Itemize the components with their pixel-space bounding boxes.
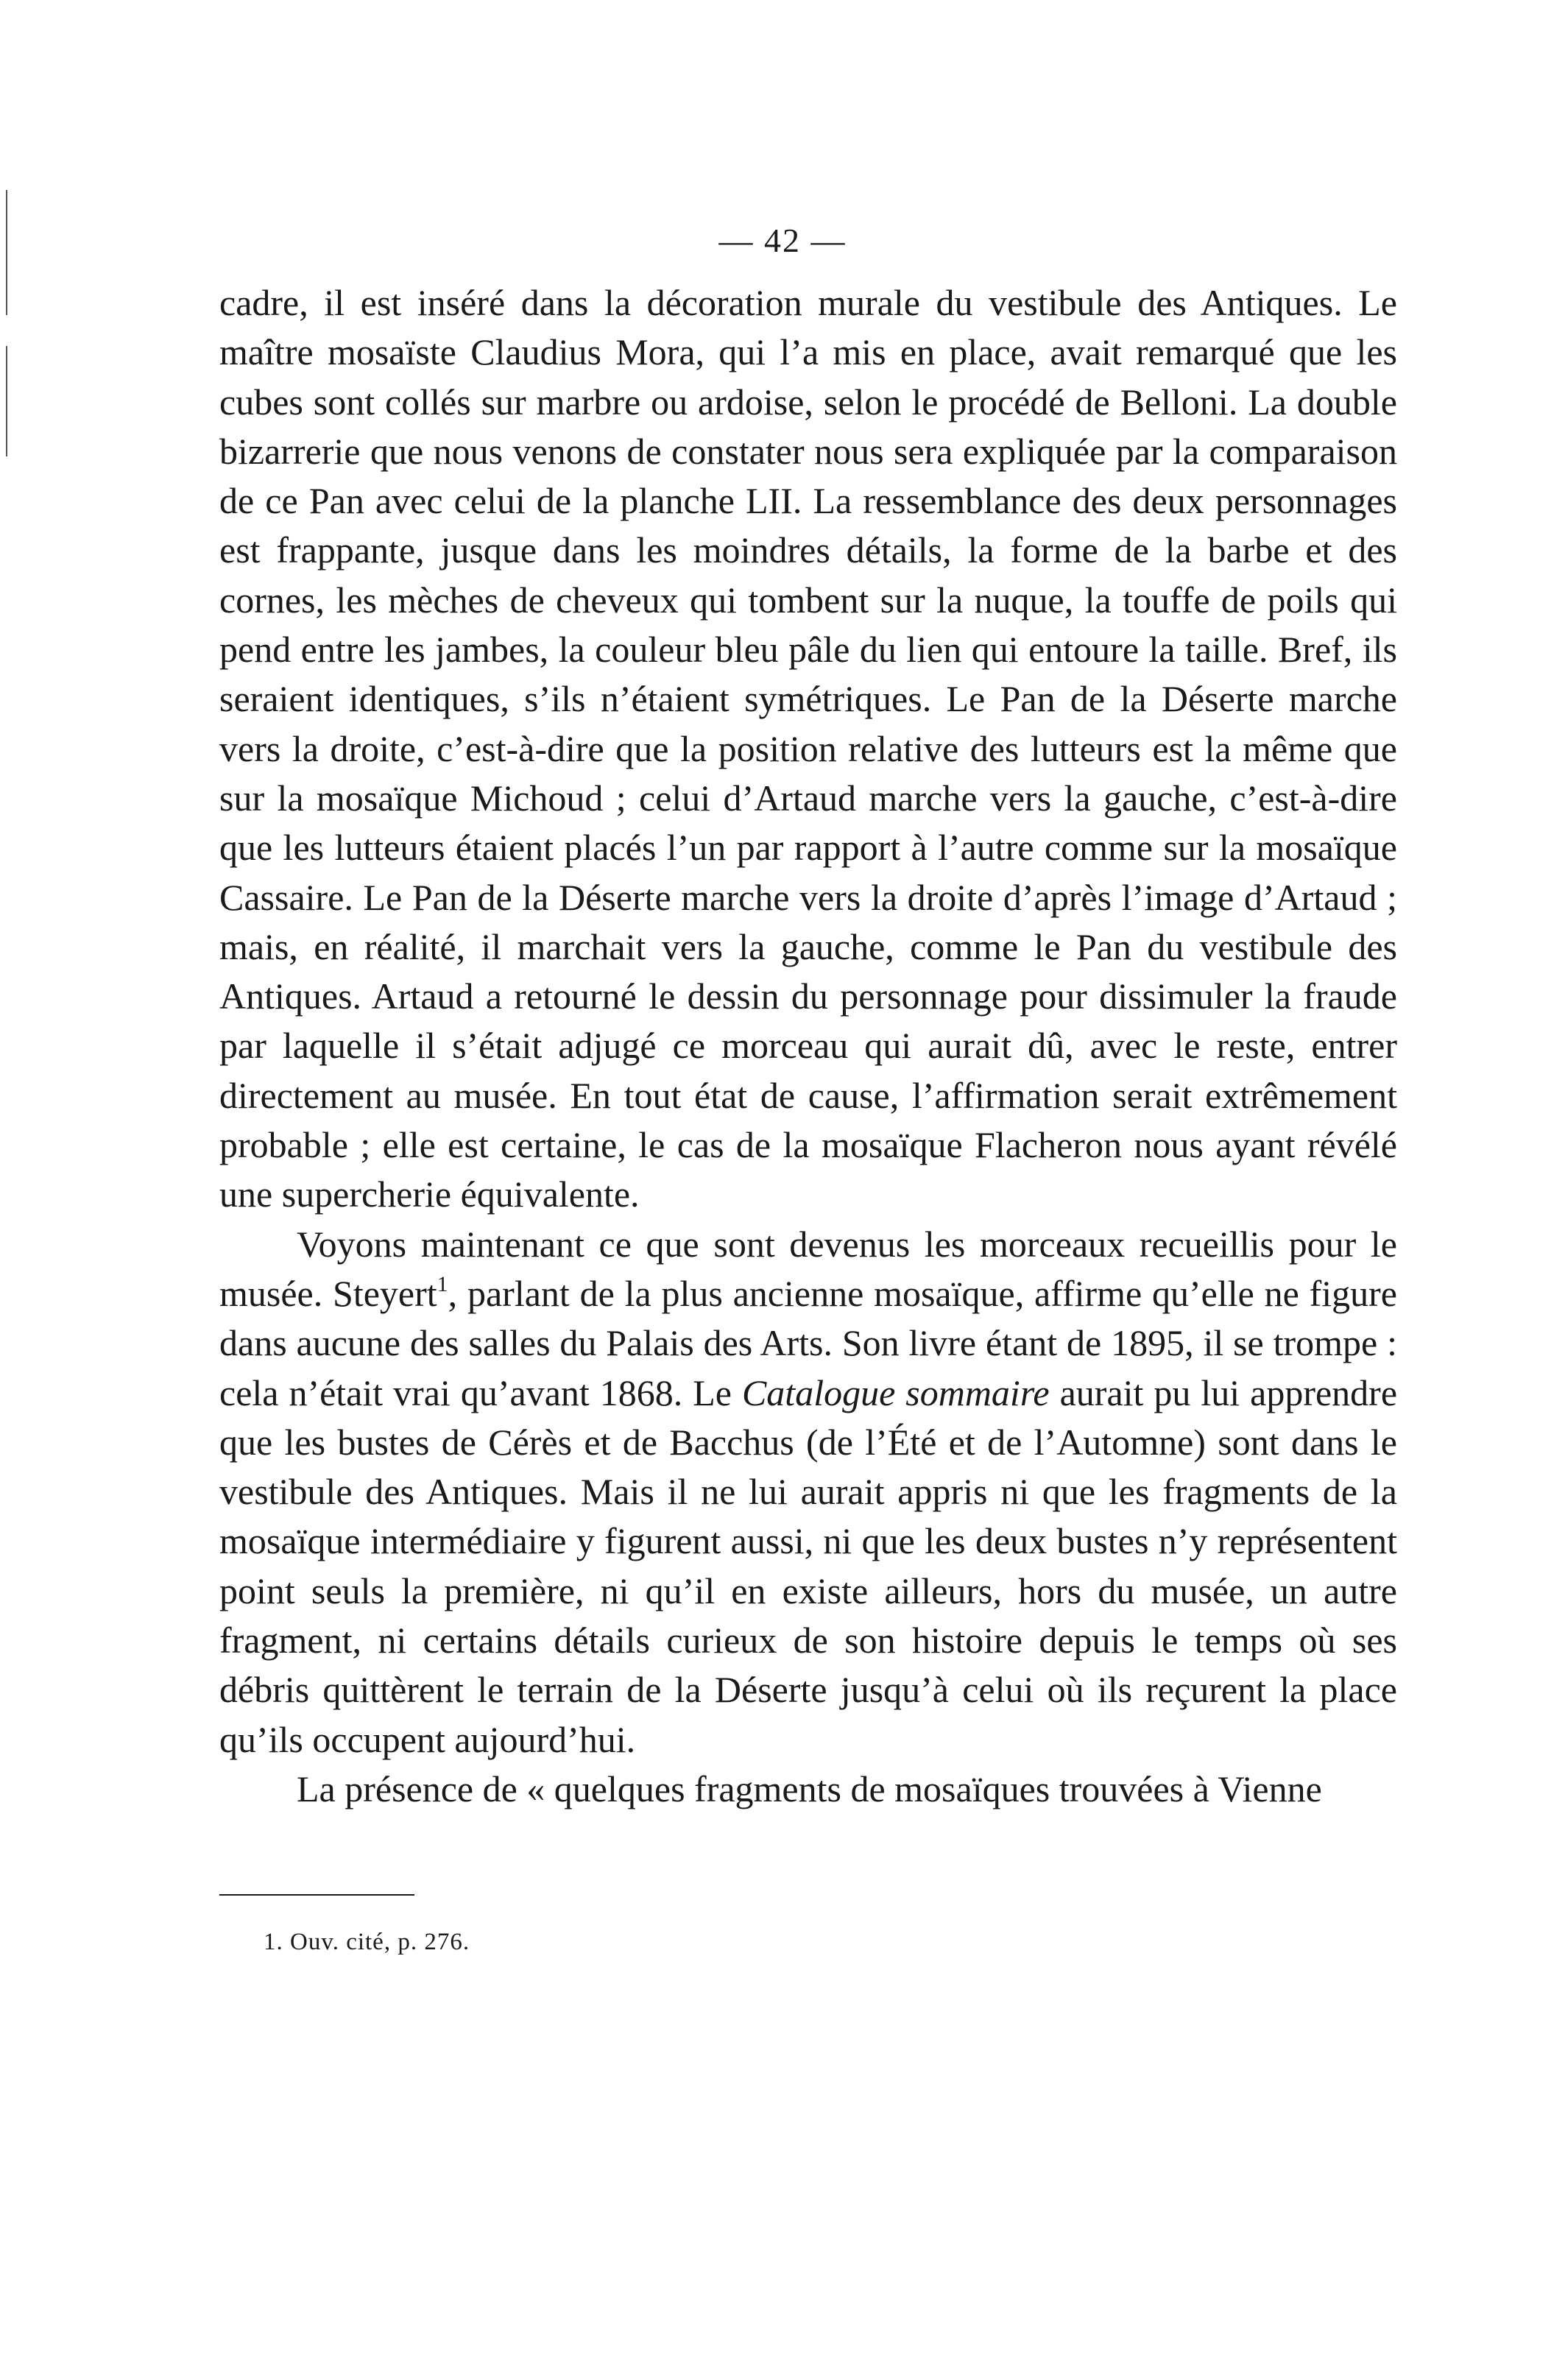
paragraph-1: cadre, il est inséré dans la décoration murale du vestibule des Antiques. Le maître mosaïste Claudius Mora, qui l’a mis en place, avait remarqué que les cubes sont collés sur marbre ou ardoise, selon le procédé de Belloni. La double bizarrerie que nous venons de constater nous sera expliquée par la comparaison de ce Pan avec celui de la planche LII. La ressemblance des deux personnages est frappante, jusque dans les moindres détails, la forme de la barbe et des cornes, les mèches de cheveux qui tombent sur la nuque, la touffe de poils qui pend entre les jambes, la couleur bleu pâle du lien qui entoure la taille. Bref, ils seraient identiques, s’ils n’étaient symétriques. Le Pan de la Déserte marche vers la droite, c’est-à-dire que la position relative des lutteurs est la même que sur la mosaïque Michoud ; celui d’Artaud marche vers la gauche, c’est-à-dire que les lutteurs étaient placés l’un par rapport à l’autre comme sur la mosaïque Cassaire. Le Pan de la Déserte marche vers la droite d’après l’image d’Artaud ; mais, en réalité, il marchait vers la gauche, comme le Pan du vestibule des Antiques. Artaud a retourné le dessin du personnage pour dissimuler la fraude par laquelle il s’était adjugé ce morceau qui aurait dû, avec le reste, entrer directement au musée. En tout état de cause, l’affirmation serait extrêmement probable ; elle est certaine, le cas de la mosaïque Flacheron nous ayant révélé une supercherie équivalente. (219, 282, 1397, 1215)
footnote-reference: 1 (437, 1271, 448, 1296)
paragraph-2-part-b: , parlant de la plus ancienne mosaïque, affirme qu’elle ne figure dans aucune des salles du Palais des Arts. Son livre étant de 1895, il se trompe : cela n’était vrai qu’avant 1868. Le (219, 1272, 1397, 1413)
footnote-divider (219, 1894, 414, 1896)
margin-scan-mark (6, 346, 7, 456)
paragraph-3: La présence de « quelques fragments de mosaïques trouvées à Vienne (297, 1768, 1322, 1809)
paragraph-2 (219, 1220, 1397, 1765)
page-number: — 42 — (718, 222, 847, 259)
catalogue-title: Catalogue sommaire (741, 1371, 1050, 1413)
body-text (219, 278, 1397, 1814)
footnote: 1. Ouv. cité, p. 276. (264, 1929, 470, 1955)
paragraph-2-part-c: aurait pu lui apprendre que les bustes de Cérès et de Bacchus (de l’Été et de l’Automne) sont dans le vestibule des Antiques. Mais il ne lui aurait appris ni que les fragments de la mosaïque intermédiaire y figurent aussi, ni que les deux bustes n’y représentent point seuls la première, ni qu’il en existe ailleurs, hors du musée, un autre fragment, ni certains détails curieux de son histoire depuis le temps où ses débris quittèrent le terrain de la Déserte jusqu’à celui où ils reçurent la place qu’ils occupent aujourd’hui. (219, 1371, 1398, 1760)
paragraph-2-part-a: Voyons maintenant ce que sont devenus les morceaux recueillis pour le musée. Steyert (219, 1223, 1397, 1314)
